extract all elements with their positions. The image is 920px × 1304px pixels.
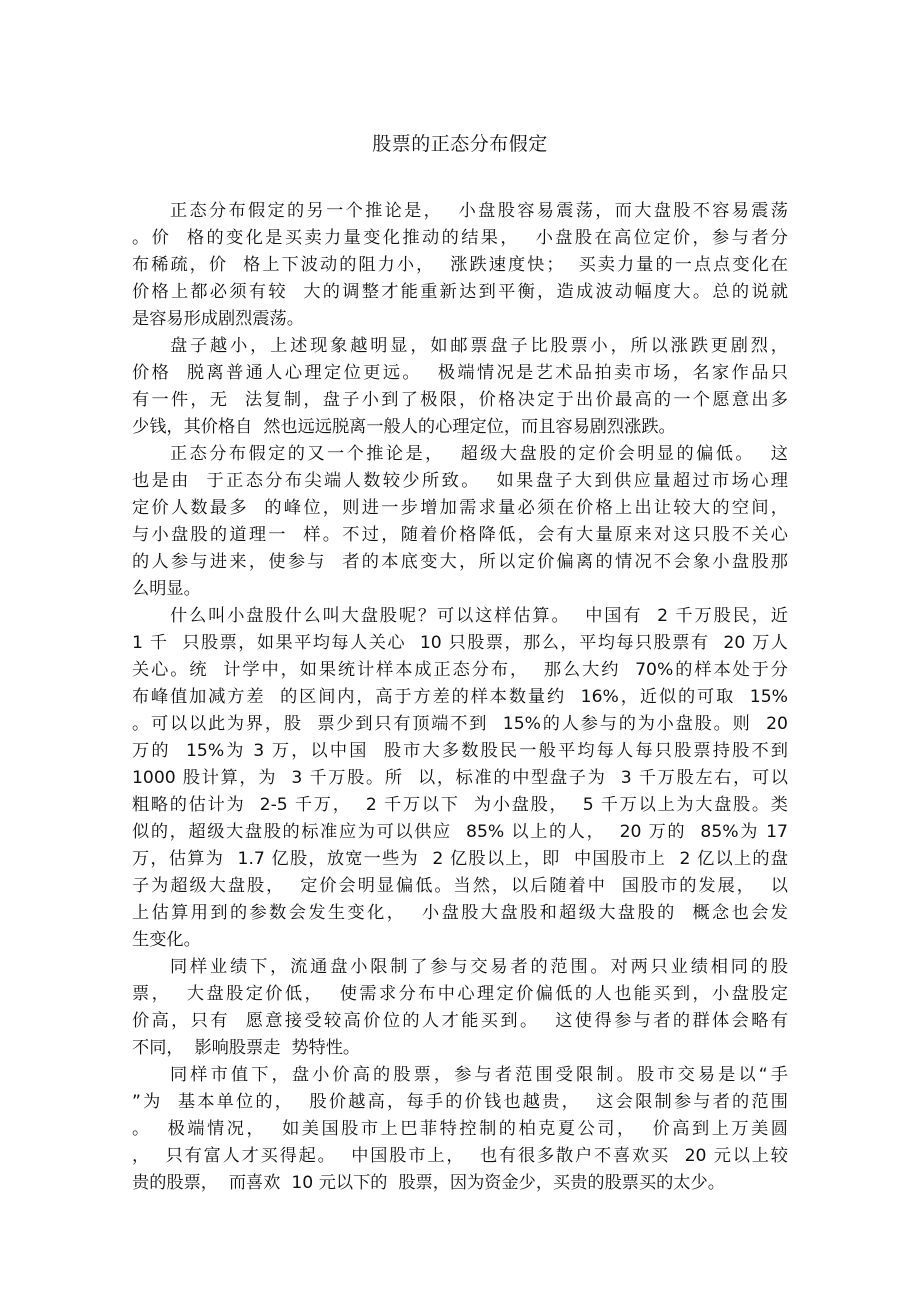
paragraph-line: 么明显。 xyxy=(132,579,201,599)
paragraph xyxy=(132,198,788,333)
paragraph-line: 同样市值下，盘小价高的股票，参与者范围受限制。股市交易是以“手 xyxy=(170,1065,788,1085)
paragraph xyxy=(132,1062,788,1197)
paragraph-line: 。价 格的变化是买卖力量变化推动的结果， 小盘股在高位定价，参与者分 xyxy=(132,228,788,248)
paragraph-line: 同样业绩下，流通盘小限制了参与交易者的范围。对两只业绩相同的股 xyxy=(170,957,788,977)
paragraph-line: 有一件，无 法复制，盘子小到了极限，价格决定于出价最高的一个愿意出多 xyxy=(132,390,788,410)
paragraph-line: ”为 基本单位的， 股价越高，每手的价钱也越贵， 这会限制参与者的范围 xyxy=(132,1092,788,1112)
document-body xyxy=(132,198,788,1197)
paragraph-line: 价高，只有 愿意接受较高价位的人才能买到。 这使得参与者的群体会略有 xyxy=(132,1011,788,1031)
paragraph-line: 布稀疏，价 格上下波动的阻力小， 涨跌速度快； 买卖力量的一点点变化在 xyxy=(132,255,788,275)
paragraph-line: 万的 15%为 3 万，以中国 股市大多数股民一般平均每人每只股票持股不到 xyxy=(132,741,788,761)
paragraph-line: 布峰值加减方差 的区间内，高于方差的样本数量约 16%，近似的可取 15% xyxy=(132,687,788,707)
paragraph-line: 。可以以此为界，股 票少到只有顶端不到 15%的人参与的为小盘股。则 20 xyxy=(132,714,788,734)
paragraph-line: 。 极端情况， 如美国股市上巴菲特控制的柏克夏公司， 价高到上万美圆 xyxy=(132,1119,788,1139)
paragraph-line: 1000 股计算，为 3 千万股。所 以，标准的中型盘子为 3 千万股左右，可以 xyxy=(132,768,788,788)
paragraph-line: 是容易形成剧烈震荡。 xyxy=(132,309,304,329)
paragraph-line: 正态分布假定的另一个推论是， 小盘股容易震荡，而大盘股不容易震荡 xyxy=(170,201,788,221)
paragraph-line: ， 只有富人才买得起。 中国股市上， 也有很多散户不喜欢买 20 元以上较 xyxy=(132,1146,788,1166)
paragraph-line: 粗略的估计为 2-5 千万， 2 千万以下 为小盘股， 5 千万以上为大盘股。类 xyxy=(132,795,788,815)
paragraph xyxy=(132,603,788,954)
paragraph-line: 的人参与进来，使参与 者的本底变大，所以定价偏离的情况不会象小盘股那 xyxy=(132,552,788,572)
paragraph-line: 1 千 只股票，如果平均每人关心 10 只股票，那么，平均每只股票有 20 万人 xyxy=(132,633,788,653)
paragraph xyxy=(132,441,788,603)
paragraph-line: 与小盘股的道理一 样。不过，随着价格降低，会有大量原来对这只股不关心 xyxy=(132,525,788,545)
page-title: 股票的正态分布假定 xyxy=(372,133,548,155)
paragraph-line: 贵的股票， 而喜欢 10 元以下的 股票，因为资金少，买贵的股票买的太少。 xyxy=(132,1173,725,1193)
paragraph-line: 价格上都必须有较 大的调整才能重新达到平衡，造成波动幅度大。总的说就 xyxy=(132,282,788,302)
paragraph-line: 正态分布假定的又一个推论是， 超级大盘股的定价会明显的偏低。 这 xyxy=(170,444,788,464)
paragraph-line: 盘子越小，上述现象越明显，如邮票盘子比股票小，所以涨跌更剧烈， xyxy=(170,336,788,356)
paragraph-line: 定价人数最多 的峰位，则进一步增加需求量必须在价格上出让较大的空间， xyxy=(132,498,788,518)
paragraph-line: 不同， 影响股票走 势特性。 xyxy=(132,1038,361,1058)
paragraph-line: 什么叫小盘股什么叫大盘股呢？可以这样估算。 中国有 2 千万股民，近 xyxy=(170,606,788,626)
paragraph-line: 少钱，其价格自 然也远远脱离一般人的心理定位，而且容易剧烈涨跌。 xyxy=(132,417,676,437)
paragraph xyxy=(132,333,788,441)
paragraph-line: 子为超级大盘股， 定价会明显偏低。当然，以后随着中 国股市的发展， 以 xyxy=(132,876,788,896)
paragraph-line: 也是由 于正态分布尖端人数较少所致。 如果盘子大到供应量超过市场心理 xyxy=(132,471,788,491)
paragraph-line: 票， 大盘股定价低， 使需求分布中心理定价偏低的人也能买到，小盘股定 xyxy=(132,984,788,1004)
paragraph-line: 似的，超级大盘股的标准应为可以供应 85% 以上的人， 20 万的 85%为 17 xyxy=(132,822,788,842)
paragraph-line: 万，估算为 1.7 亿股，放宽一些为 2 亿股以上，即 中国股市上 2 亿以上的盘 xyxy=(132,849,788,869)
paragraph-line: 关心。统 计学中，如果统计样本成正态分布， 那么大约 70%的样本处于分 xyxy=(132,660,788,680)
paragraph xyxy=(132,954,788,1062)
paragraph-line: 价格 脱离普通人心理定位更远。 极端情况是艺术品拍卖市场，名家作品只 xyxy=(132,363,788,383)
paragraph-line: 生变化。 xyxy=(132,930,201,950)
paragraph-line: 上估算用到的参数会发生变化， 小盘股大盘股和超级大盘股的 概念也会发 xyxy=(132,903,788,923)
